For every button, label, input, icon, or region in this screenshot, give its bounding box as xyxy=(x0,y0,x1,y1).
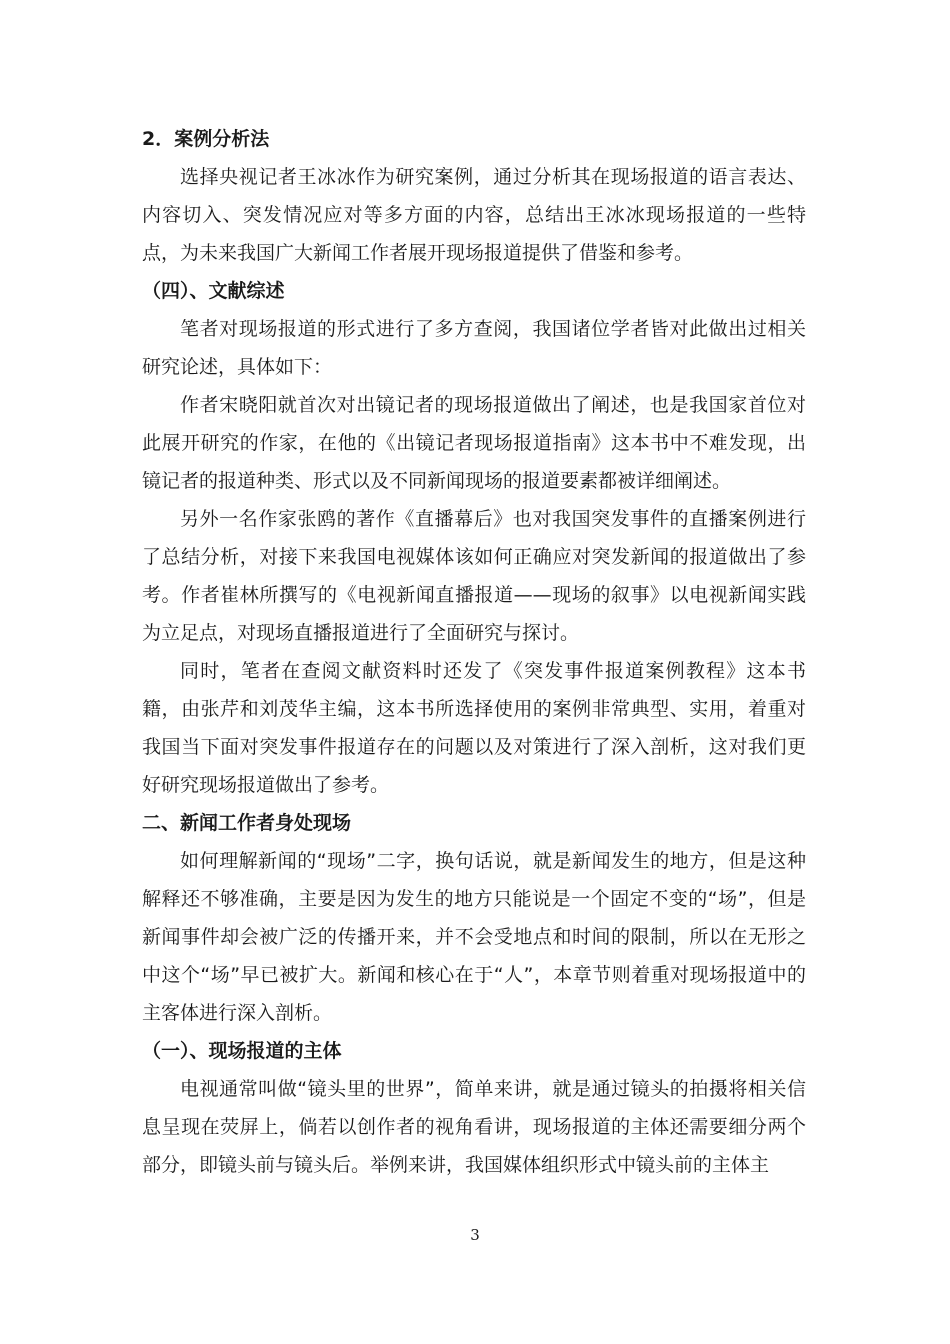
body-paragraph: 同时，笔者在查阅文献资料时还发了《突发事件报道案例教程》这本书籍，由张芹和刘茂华主编，这本书所选择使用的案例非常典型、实用，着重对我国当下面对突发事件报道存在的问题以及对策进行了深入剖析，这对我们更好研究现场报道做出了参考。 xyxy=(142,660,806,796)
section-heading: （一）、现场报道的主体 xyxy=(142,1040,342,1062)
body-paragraph: 另外一名作家张鸥的著作《直播幕后》也对我国突发事件的直播案例进行了总结分析，对接下来我国电视媒体该如何正确应对突发新闻的报道做出了参考。作者崔林所撰写的《电视新闻直播报道——现场的叙事》以电视新闻实践为立足点，对现场直播报道进行了全面研究与探讨。 xyxy=(142,508,806,644)
document-body xyxy=(142,120,806,1184)
section-heading: （四）、文献综述 xyxy=(142,280,285,302)
body-paragraph: 选择央视记者王冰冰作为研究案例，通过分析其在现场报道的语言表达、内容切入、突发情况应对等多方面的内容，总结出王冰冰现场报道的一些特点，为未来我国广大新闻工作者展开现场报道提供了借鉴和参考。 xyxy=(142,166,806,264)
body-paragraph: 作者宋晓阳就首次对出镜记者的现场报道做出了阐述，也是我国家首位对此展开研究的作家，在他的《出镜记者现场报道指南》这本书中不难发现，出镜记者的报道种类、形式以及不同新闻现场的报道要素都被详细阐述。 xyxy=(142,394,806,492)
body-paragraph: 如何理解新闻的“现场”二字，换句话说，就是新闻发生的地方，但是这种解释还不够准确，主要是因为发生的地方只能说是一个固定不变的“场”，但是新闻事件却会被广泛的传播开来，并不会受地点和时间的限制，所以在无形之中这个“场”早已被扩大。新闻和核心在于“人”，本章节则着重对现场报道中的主客体进行深入剖析。 xyxy=(142,850,806,1024)
body-paragraph: 电视通常叫做“镜头里的世界”，简单来讲，就是通过镜头的拍摄将相关信息呈现在荧屏上，倘若以创作者的视角看讲，现场报道的主体还需要细分两个部分，即镜头前与镜头后。举例来讲，我国媒体组织形式中镜头前的主体主 xyxy=(142,1078,806,1176)
section-heading: 二、新闻工作者身处现场 xyxy=(142,812,352,834)
section-heading: 2．案例分析法 xyxy=(142,128,270,150)
body-paragraph: 笔者对现场报道的形式进行了多方查阅，我国诸位学者皆对此做出过相关研究论述，具体如下： xyxy=(142,318,806,378)
page-number: 3 xyxy=(470,1226,480,1244)
